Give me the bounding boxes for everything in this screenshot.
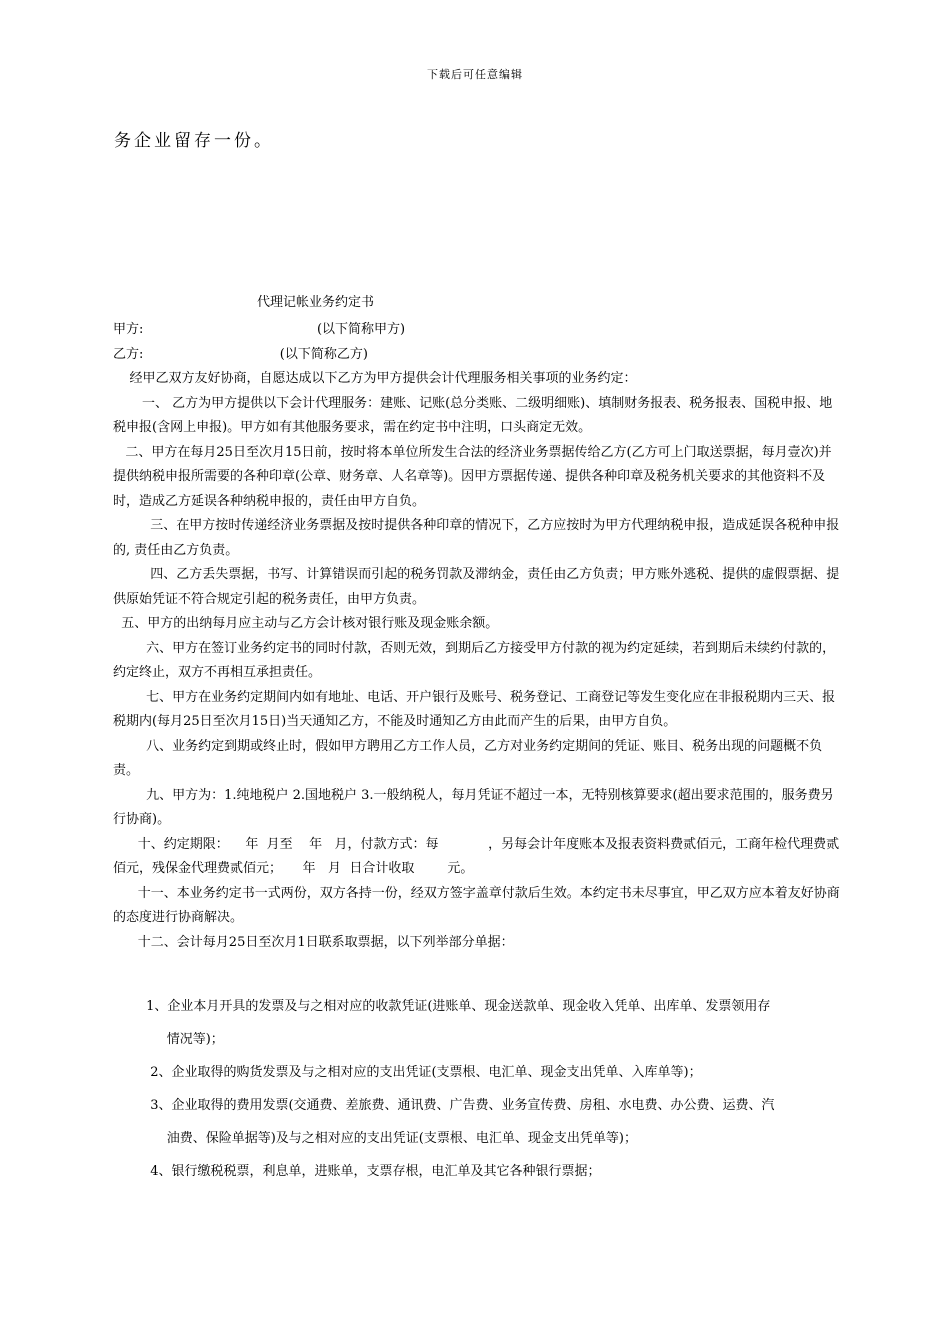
list-item-1: 1、企业本月开具的发票及与之相对应的收款凭证(进账单、现金送款单、现金收入凭单、出库单、发票领用存	[113, 999, 771, 1014]
party-a-line: 甲方: (以下简称甲方)	[113, 322, 406, 337]
intro-paragraph: 经甲乙双方友好协商，自愿达成以下乙方为甲方提供会计代理服务相关事项的业务约定：	[113, 371, 637, 386]
clause-4: 四、乙方丢失票据，书写、计算错误而引起的税务罚款及滞纳金，责任由乙方负责；甲方账外逃税、提供的虚假票据、提供原始凭证不符合规定引起的税务责任，由甲方负责。	[113, 567, 840, 607]
clause-10: 十、约定期限： 年 月至 年 月，付款方式：每 ，另每会计年度账本及报表资料费贰佰元，工商年检代理费贰佰元，残保金代理费贰佰元； 年 月 日合计收取 元。	[113, 836, 840, 876]
list-item-1-continued: 情况等)；	[113, 1032, 224, 1047]
clause-12: 十二、会计每月25日至次月1日联系取票据，以下列举部分单据：	[113, 934, 514, 950]
party-b-line: 乙方: (以下简称乙方)	[113, 346, 368, 362]
clause-9: 九、甲方为：1.纯地税户 2.国地税户 3.一般纳税人，每月凭证不超过一本，无特别核算要求(超出要求范围的，服务费另行协商)。	[113, 787, 834, 827]
document-list	[113, 990, 843, 1188]
clause-1: 一、 乙方为甲方提供以下会计代理服务：建账、记账(总分类账、二级明细账)、填制财务报表、税务报表、国税申报、地税申报(含网上申报)。甲方如有其他服务要求，需在约定书中注明，口头商定无效。	[113, 395, 833, 435]
list-item-2: 2、企业取得的购货发票及与之相对应的支出凭证(支票根、电汇单、现金支出凭单、入库单等)；	[113, 1065, 702, 1080]
clause-3: 三、在甲方按时传递经济业务票据及按时提供各种印章的情况下，乙方应按时为甲方代理纳税申报，造成延误各税种申报的, 责任由乙方负责。	[113, 518, 840, 558]
header-note: 下载后可任意编辑	[427, 68, 523, 81]
list-item-3-continued: 油费、保险单据等)及与之相对应的支出凭证(支票根、电汇单、现金支出凭单等)；	[113, 1131, 637, 1146]
document-title: 代理记帐业务约定书	[257, 295, 375, 310]
carry-over-line: 务企业留存一份。	[114, 131, 274, 151]
clause-6: 六、甲方在签订业务约定书的同时付款，否则无效，到期后乙方接受甲方付款的视为约定延续，若到期后未续约付款的，约定终止，双方不再相互承担责任。	[113, 640, 836, 680]
list-item-3: 3、企业取得的费用发票(交通费、差旅费、通讯费、广告费、业务宣传费、房租、水电费、办公费、运费、汽	[113, 1098, 775, 1113]
clause-8: 八、业务约定到期或终止时，假如甲方聘用乙方工作人员，乙方对业务约定期间的凭证、账目、税务出现的问题概不负责。	[113, 738, 823, 778]
list-item-4: 4、银行缴税税票，利息单，进账单，支票存根，电汇单及其它各种银行票据；	[113, 1164, 601, 1179]
document-body	[113, 318, 843, 955]
clause-7: 七、甲方在业务约定期间内如有地址、电话、开户银行及账号、税务登记、工商登记等发生变化应在非报税期内三天、报税期内(每月25日至次月15日)当天通知乙方，不能及时通知乙方由此而产生的后果，由甲方自负。	[113, 689, 836, 729]
clause-5: 五、甲方的出纳每月应主动与乙方会计核对银行账及现金账余额。	[113, 616, 499, 631]
clause-11: 十一、本业务约定书一式两份，双方各持一份，经双方签字盖章付款后生效。本约定书未尽事宜，甲乙双方应本着友好协商的态度进行协商解决。	[113, 885, 840, 925]
clause-2: 二、甲方在每月25日至次月15日前，按时将本单位所发生合法的经济业务票据传给乙方(乙方可上门取送票据，每月壹次)并提供纳税申报所需要的各种印章(公章、财务章、人名章等)。因甲方票据传递、提供各种印章及税务机关要求的其他资料不及时，造成乙方延误各种纳税申报的，责任由甲方自负。	[113, 444, 832, 509]
